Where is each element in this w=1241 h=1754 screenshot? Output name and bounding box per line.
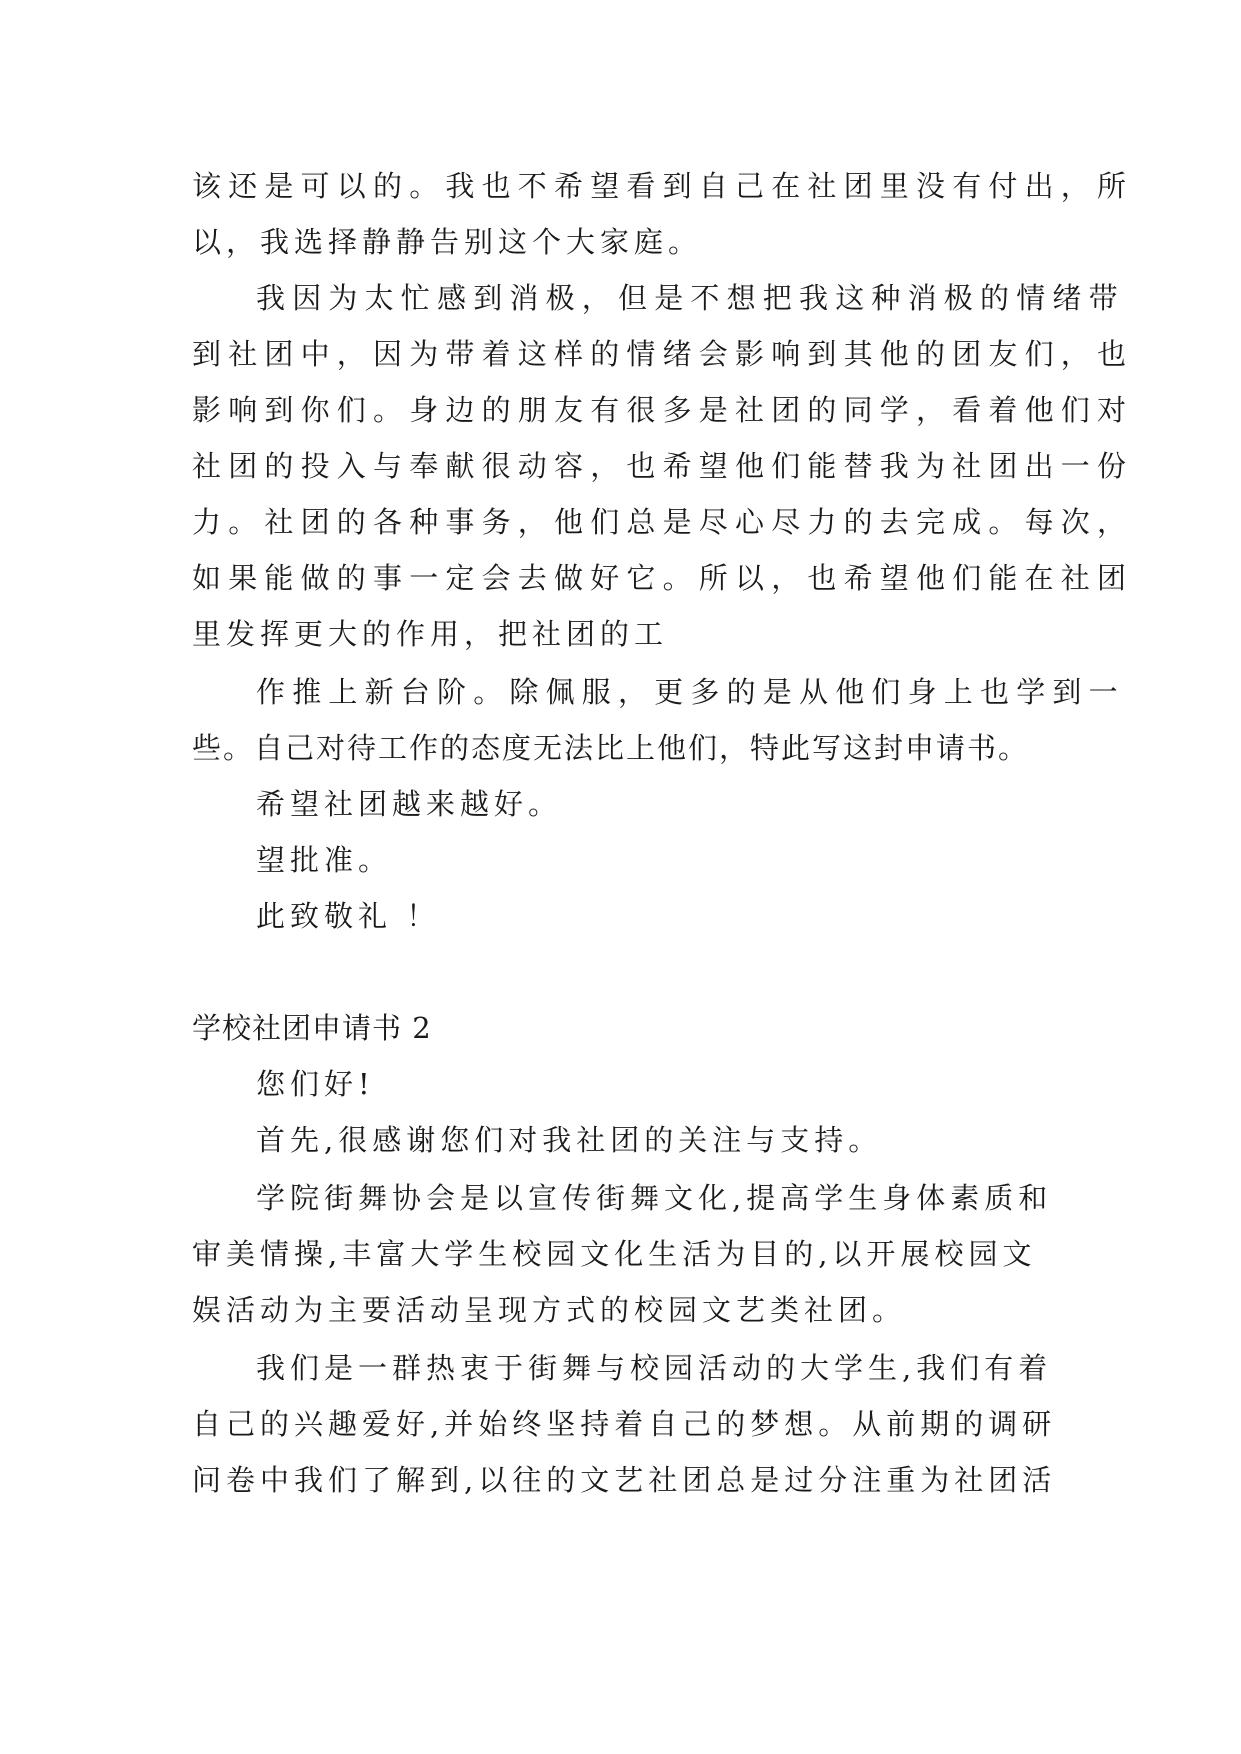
paragraph-line: 娱活动为主要活动呈现方式的校园文艺类社团。 [192, 1293, 907, 1327]
paragraph-line: 里发挥更大的作用，把社团的工 [192, 617, 669, 651]
closing-wish: 希望社团越来越好。 [256, 787, 563, 821]
thanks-line: 首先,很感谢您们对我社团的关注与支持。 [256, 1123, 883, 1157]
paragraph-line: 我因为太忙感到消极，但是不想把我这种消极的情绪带 [256, 281, 1125, 315]
paragraph-line: 问卷中我们了解到,以往的文艺社团总是过分注重为社团活 [192, 1463, 1057, 1497]
closing-salute: 此致敬礼 ！ [256, 899, 441, 933]
closing-approve: 望批准。 [256, 843, 393, 877]
paragraph-line: 力。社团的各种事务，他们总是尽心尽力的去完成。每次， [192, 505, 1134, 539]
paragraph-line: 审美情操,丰富大学生校园文化生活为目的,以开展校园文 [192, 1237, 1037, 1271]
paragraph-line: 以，我选择静静告别这个大家庭。 [192, 225, 703, 259]
paragraph-line: 如果能做的事一定会去做好它。所以，也希望他们能在社团 [192, 561, 1134, 595]
paragraph-line: 些。自己对待工作的态度无法比上他们，特此写这封申请书。 [192, 731, 1030, 765]
paragraph-line: 自己的兴趣爱好,并始终坚持着自己的梦想。从前期的调研 [192, 1407, 1057, 1441]
greeting: 您们好! [256, 1067, 375, 1101]
paragraph-line: 影响到你们。身边的朋友有很多是社团的同学，看着他们对 [192, 393, 1134, 427]
paragraph-line: 社团的投入与奉献很动容，也希望他们能替我为社团出一份 [192, 449, 1134, 483]
paragraph-line: 学院街舞协会是以宣传街舞文化,提高学生身体素质和 [256, 1181, 1053, 1215]
section-title: 学校社团申请书 2 [192, 1011, 432, 1045]
paragraph-line: 我们是一群热衷于街舞与校园活动的大学生,我们有着 [256, 1351, 1053, 1385]
paragraph-line: 到社团中，因为带着这样的情绪会影响到其他的团友们，也 [192, 337, 1134, 371]
paragraph-line: 该还是可以的。我也不希望看到自己在社团里没有付出，所 [192, 169, 1134, 203]
paragraph-line: 作推上新台阶。除佩服，更多的是从他们身上也学到一 [256, 675, 1125, 709]
